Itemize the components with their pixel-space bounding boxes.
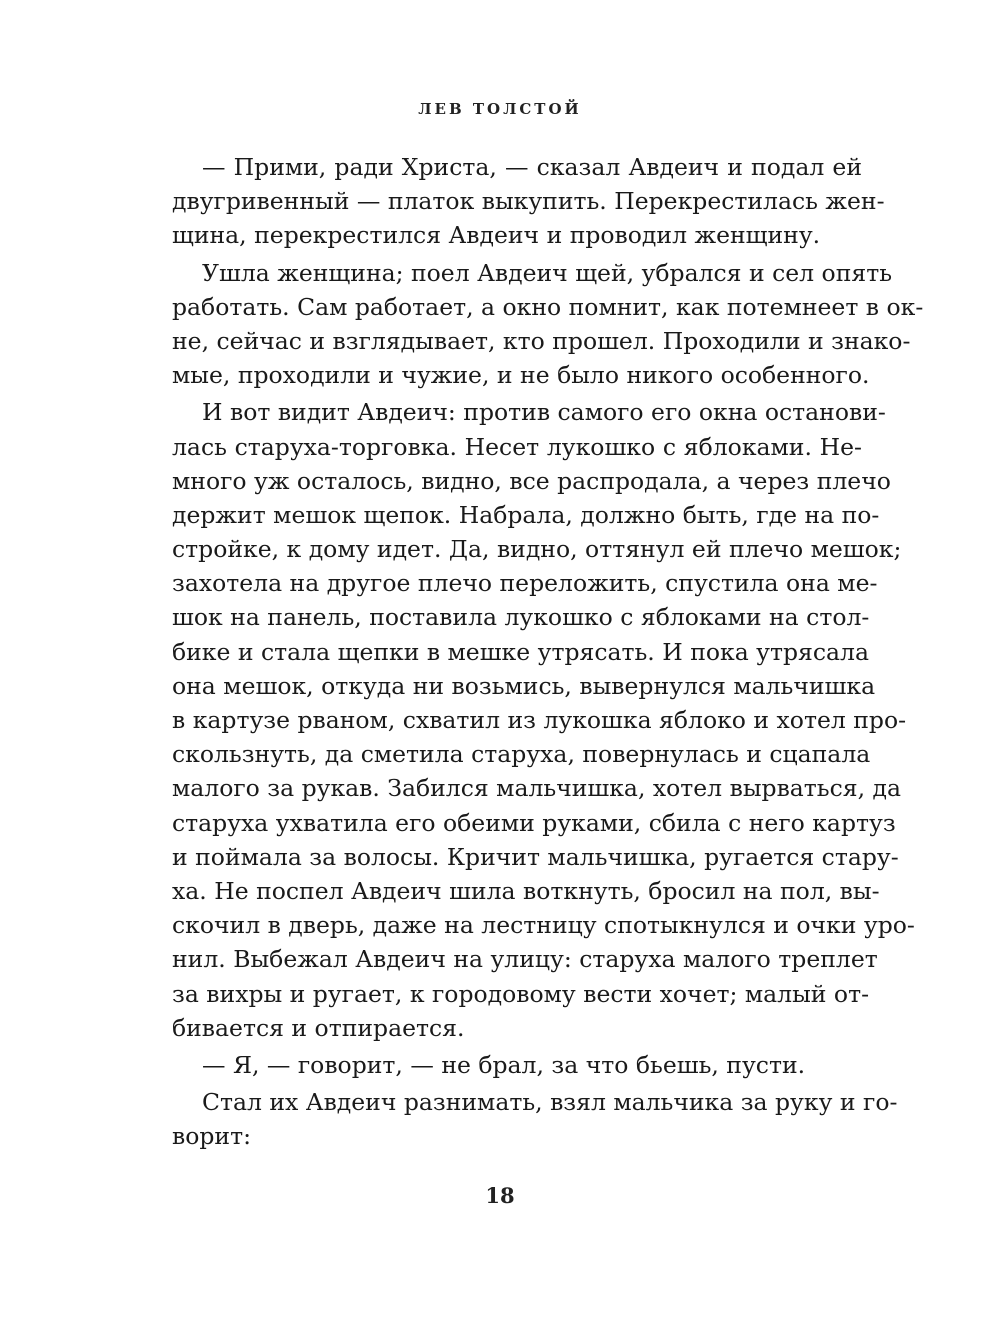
- text-line: Стал их Авдеич разнимать, взял мальчика за руку и го-: [202, 1088, 898, 1117]
- text-line: мые, проходили и чужие, и не было никого особенного.: [172, 361, 870, 390]
- text-line: малого за рукав. Забился мальчишка, хотел вырваться, да: [172, 774, 902, 803]
- paragraph: [172, 1085, 898, 1153]
- paragraph: [172, 150, 885, 253]
- running-title: ЛЕВ ТОЛСТОЙ: [418, 100, 582, 118]
- text-line: не, сейчас и взглядывает, кто прошел. Проходили и знако-: [172, 326, 911, 355]
- text-line: захотела на другое плечо переложить, спустила она ме-: [172, 569, 878, 598]
- text-line: щина, перекрестился Авдеич и проводил женщину.: [172, 221, 821, 250]
- text-line: — Я, — говорит, — не брал, за что бьешь, пусти.: [202, 1050, 806, 1079]
- text-line: нил. Выбежал Авдеич на улицу: старуха малого треплет: [172, 945, 878, 974]
- text-line: за вихры и ругает, к городовому вести хочет; малый от-: [172, 979, 870, 1008]
- text-line: много уж осталось, видно, все распродала, а через плечо: [172, 466, 891, 495]
- text-line: — Прими, ради Христа, — сказал Авдеич и подал ей: [202, 153, 862, 181]
- paragraph: [172, 256, 924, 393]
- text-line: бике и стала щепки в мешке утрясать. И пока утрясала: [172, 637, 869, 666]
- text-line: скочил в дверь, даже на лестницу спотыкнулся и очки уро-: [172, 911, 915, 940]
- text-line: ворит:: [172, 1122, 252, 1151]
- body-text: [172, 150, 924, 1153]
- text-line: она мешок, откуда ни возьмись, вывернулся мальчишка: [172, 671, 876, 700]
- text-line: старуха ухватила его обеими руками, сбила с него картуз: [172, 808, 896, 837]
- text-line: в картузе рваном, схватил из лукошка яблоко и хотел про-: [172, 706, 907, 734]
- page-number: 18: [485, 1183, 515, 1208]
- text-line: держит мешок щепок. Набрала, должно быть, где на по-: [172, 500, 880, 529]
- text-line: двугривенный — платок выкупить. Перекрестилась жен-: [172, 187, 885, 216]
- text-line: стройке, к дому идет. Да, видно, оттянул ей плечо мешок;: [172, 535, 902, 564]
- text-line: Ушла женщина; поел Авдеич щей, убрался и сел опять: [202, 258, 892, 287]
- paragraph: [172, 395, 915, 1045]
- text-line: и поймала за волосы. Кричит мальчишка, ругается стару-: [172, 842, 899, 871]
- text-line: ха. Не поспел Авдеич шила воткнуть, бросил на пол, вы-: [172, 876, 880, 905]
- paragraph: [172, 1048, 862, 1082]
- text-line: скользнуть, да сметила старуха, повернулась и сцапала: [172, 740, 871, 769]
- text-line: шок на панель, поставила лукошко с яблоками на стол-: [172, 603, 870, 632]
- text-line: лась старуха-торговка. Несет лукошко с яблоками. Не-: [172, 432, 862, 461]
- text-line: И вот видит Авдеич: против самого его окна останови-: [202, 398, 886, 427]
- text-line: работать. Сам работает, а окно помнит, как потемнеет в ок-: [172, 292, 924, 321]
- text-line: бивается и отпирается.: [172, 1013, 465, 1042]
